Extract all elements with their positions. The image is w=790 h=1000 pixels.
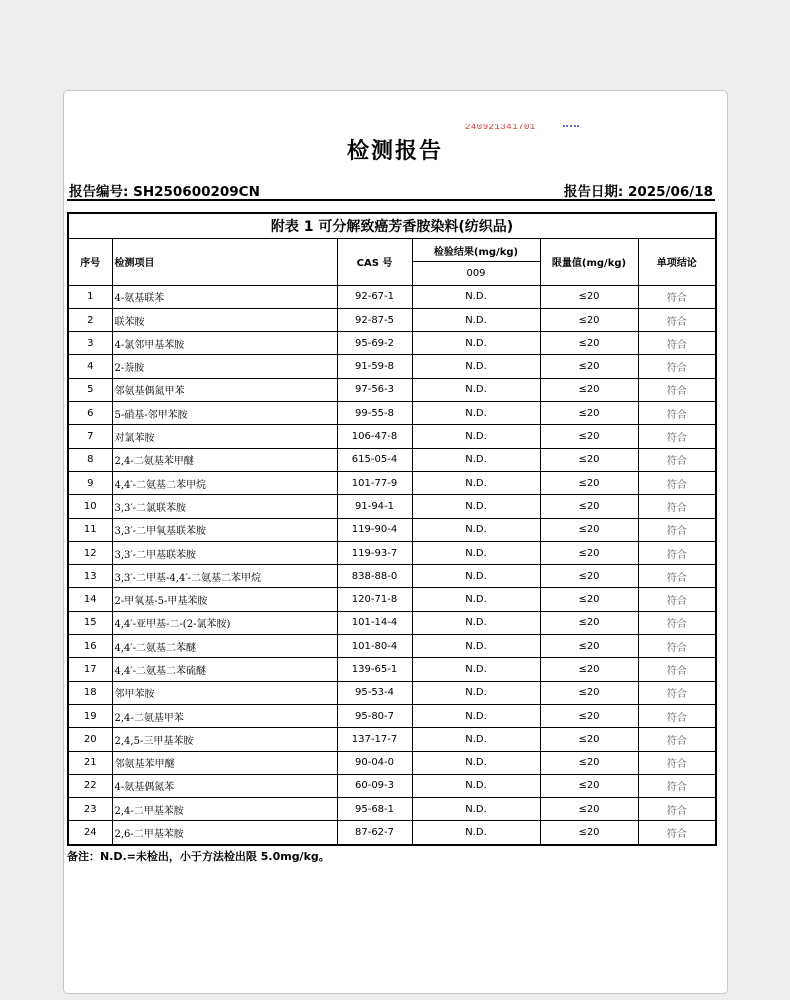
header-seq: 序号 [68, 239, 112, 286]
cell-cas: 101-14-4 [337, 611, 412, 634]
table-row [68, 285, 716, 308]
table-body [68, 285, 716, 845]
cell-seq: 7 [68, 425, 112, 448]
table-row [68, 798, 716, 821]
table-row [68, 728, 716, 751]
cell-result: N.D. [412, 611, 540, 634]
cell-result: N.D. [412, 565, 540, 588]
cell-result: N.D. [412, 471, 540, 494]
cell-cas: 101-80-4 [337, 635, 412, 658]
cell-item: 3,3′-二甲氧基联苯胺 [112, 518, 337, 541]
cell-limit: ≤20 [540, 425, 638, 448]
cell-seq: 5 [68, 378, 112, 401]
cell-cas: 838-88-0 [337, 565, 412, 588]
cell-item: 2,4,5-三甲基苯胺 [112, 728, 337, 751]
cell-result: N.D. [412, 798, 540, 821]
cell-limit: ≤20 [540, 471, 638, 494]
cell-conclusion: 符合 [638, 658, 716, 681]
cell-result: N.D. [412, 308, 540, 331]
cell-conclusion: 符合 [638, 681, 716, 704]
cell-limit: ≤20 [540, 821, 638, 845]
cell-seq: 24 [68, 821, 112, 845]
cell-seq: 4 [68, 355, 112, 378]
cell-conclusion: 符合 [638, 402, 716, 425]
report-number [69, 180, 260, 200]
cell-result: N.D. [412, 495, 540, 518]
cell-item: 3,3′-二甲基联苯胺 [112, 541, 337, 564]
table-row [68, 332, 716, 355]
cell-item: 联苯胺 [112, 308, 337, 331]
cell-conclusion: 符合 [638, 821, 716, 845]
cell-conclusion: 符合 [638, 518, 716, 541]
cell-conclusion: 符合 [638, 425, 716, 448]
cell-conclusion: 符合 [638, 774, 716, 797]
cell-cas: 101-77-9 [337, 471, 412, 494]
cell-seq: 2 [68, 308, 112, 331]
cell-item: 4,4′-二氨基二苯醚 [112, 635, 337, 658]
table-row [68, 425, 716, 448]
cell-conclusion: 符合 [638, 355, 716, 378]
table-row [68, 541, 716, 564]
header-item: 检测项目 [112, 239, 337, 286]
cell-result: N.D. [412, 425, 540, 448]
cell-seq: 18 [68, 681, 112, 704]
cell-item: 2-甲氧基-5-甲基苯胺 [112, 588, 337, 611]
cell-limit: ≤20 [540, 285, 638, 308]
cell-seq: 6 [68, 402, 112, 425]
cell-limit: ≤20 [540, 658, 638, 681]
cell-seq: 17 [68, 658, 112, 681]
cell-limit: ≤20 [540, 798, 638, 821]
results-table [67, 212, 717, 846]
cell-result: N.D. [412, 378, 540, 401]
cell-seq: 21 [68, 751, 112, 774]
cell-seq: 22 [68, 774, 112, 797]
cell-conclusion: 符合 [638, 332, 716, 355]
cell-seq: 12 [68, 541, 112, 564]
header-conclusion: 单项结论 [638, 239, 716, 286]
cell-item: 邻氨基偶氮甲苯 [112, 378, 337, 401]
cell-cas: 97-56-3 [337, 378, 412, 401]
cell-item: 4,4′-二氨基二苯甲烷 [112, 471, 337, 494]
report-date [564, 180, 713, 200]
cell-result: N.D. [412, 518, 540, 541]
cell-cas: 60-09-3 [337, 774, 412, 797]
report-date-value: 2025/06/18 [627, 184, 713, 200]
table-row [68, 402, 716, 425]
table-row [68, 588, 716, 611]
cell-result: N.D. [412, 635, 540, 658]
cell-item: 邻甲苯胺 [112, 681, 337, 704]
cell-cas: 106-47-8 [337, 425, 412, 448]
cell-conclusion: 符合 [638, 635, 716, 658]
cell-limit: ≤20 [540, 565, 638, 588]
cell-item: 3,3′-二氯联苯胺 [112, 495, 337, 518]
cell-cas: 92-87-5 [337, 308, 412, 331]
cell-limit: ≤20 [540, 332, 638, 355]
cell-limit: ≤20 [540, 588, 638, 611]
cell-item: 邻氨基苯甲醚 [112, 751, 337, 774]
cell-cas: 99-55-8 [337, 402, 412, 425]
cell-conclusion: 符合 [638, 285, 716, 308]
cell-item: 2,6-二甲基苯胺 [112, 821, 337, 845]
cell-seq: 14 [68, 588, 112, 611]
cell-conclusion: 符合 [638, 728, 716, 751]
cell-result: N.D. [412, 332, 540, 355]
table-row [68, 704, 716, 727]
cell-cas: 87-62-7 [337, 821, 412, 845]
cell-cas: 119-93-7 [337, 541, 412, 564]
cell-conclusion: 符合 [638, 798, 716, 821]
table-row [68, 821, 716, 845]
cell-limit: ≤20 [540, 308, 638, 331]
cell-item: 4-氨基联苯 [112, 285, 337, 308]
cell-result: N.D. [412, 285, 540, 308]
cell-limit: ≤20 [540, 635, 638, 658]
cell-cas: 91-94-1 [337, 495, 412, 518]
table-row [68, 611, 716, 634]
cell-item: 4,4′-二氨基二苯硫醚 [112, 658, 337, 681]
header-divider [67, 199, 715, 201]
cell-limit: ≤20 [540, 495, 638, 518]
cell-item: 2-萘胺 [112, 355, 337, 378]
header-sample-id: 009 [412, 262, 540, 285]
table-row [68, 471, 716, 494]
cell-result: N.D. [412, 588, 540, 611]
cell-limit: ≤20 [540, 355, 638, 378]
cell-limit: ≤20 [540, 611, 638, 634]
cell-limit: ≤20 [540, 448, 638, 471]
cell-item: 4-氨基偶氮苯 [112, 774, 337, 797]
report-title: 检测报告 [346, 139, 443, 164]
cell-conclusion: 符合 [638, 495, 716, 518]
cell-seq: 1 [68, 285, 112, 308]
cell-conclusion: 符合 [638, 565, 716, 588]
report-number-value: SH250600209CN [133, 184, 260, 200]
cell-result: N.D. [412, 728, 540, 751]
report-date-label: 报告日期: [563, 184, 624, 200]
cell-seq: 9 [68, 471, 112, 494]
cell-conclusion: 符合 [638, 751, 716, 774]
cell-result: N.D. [412, 658, 540, 681]
header-result: 检验结果(mg/kg) [412, 239, 540, 262]
table-row [68, 518, 716, 541]
stamp-dots [563, 125, 579, 129]
cell-seq: 15 [68, 611, 112, 634]
cell-limit: ≤20 [540, 378, 638, 401]
header-cas: CAS 号 [337, 239, 412, 286]
cell-cas: 120-71-8 [337, 588, 412, 611]
cell-seq: 13 [68, 565, 112, 588]
cell-cas: 95-80-7 [337, 704, 412, 727]
cell-limit: ≤20 [540, 402, 638, 425]
cell-conclusion: 符合 [638, 308, 716, 331]
cell-cas: 95-68-1 [337, 798, 412, 821]
cell-item: 2,4-二氨基甲苯 [112, 704, 337, 727]
cell-conclusion: 符合 [638, 704, 716, 727]
cell-item: 对氯苯胺 [112, 425, 337, 448]
table-row [68, 774, 716, 797]
cell-seq: 19 [68, 704, 112, 727]
cell-limit: ≤20 [540, 728, 638, 751]
table-row [68, 355, 716, 378]
cell-item: 2,4-二氨基苯甲醚 [112, 448, 337, 471]
cell-conclusion: 符合 [638, 541, 716, 564]
cell-seq: 20 [68, 728, 112, 751]
table-row [68, 378, 716, 401]
cell-seq: 16 [68, 635, 112, 658]
cell-seq: 8 [68, 448, 112, 471]
footnote: 备注：N.D.=未检出，小于方法检出限 5.0mg/kg。 [67, 850, 330, 863]
table-caption: 附表 1 可分解致癌芳香胺染料(纺织品) [68, 213, 716, 239]
cell-result: N.D. [412, 681, 540, 704]
table-row [68, 681, 716, 704]
table-row [68, 658, 716, 681]
cell-conclusion: 符合 [638, 448, 716, 471]
cell-cas: 137-17-7 [337, 728, 412, 751]
cell-cas: 95-69-2 [337, 332, 412, 355]
table-row [68, 635, 716, 658]
cell-conclusion: 符合 [638, 471, 716, 494]
cell-seq: 3 [68, 332, 112, 355]
cell-item: 3,3′-二甲基-4,4′-二氨基二苯甲烷 [112, 565, 337, 588]
cell-cas: 92-67-1 [337, 285, 412, 308]
cell-conclusion: 符合 [638, 588, 716, 611]
cell-result: N.D. [412, 448, 540, 471]
cell-conclusion: 符合 [638, 378, 716, 401]
table-row [68, 448, 716, 471]
stamp-number: 240921341701 [465, 124, 536, 131]
cell-seq: 23 [68, 798, 112, 821]
cell-result: N.D. [412, 704, 540, 727]
cell-limit: ≤20 [540, 704, 638, 727]
cell-item: 4-氯邻甲基苯胺 [112, 332, 337, 355]
cell-cas: 90-04-0 [337, 751, 412, 774]
cell-result: N.D. [412, 355, 540, 378]
table-row [68, 565, 716, 588]
cell-result: N.D. [412, 774, 540, 797]
cell-limit: ≤20 [540, 751, 638, 774]
cell-result: N.D. [412, 751, 540, 774]
cell-item: 5-硝基-邻甲苯胺 [112, 402, 337, 425]
table-row [68, 495, 716, 518]
cell-cas: 139-65-1 [337, 658, 412, 681]
cell-cas: 119-90-4 [337, 518, 412, 541]
report-number-label: 报告编号: [69, 184, 129, 200]
cell-result: N.D. [412, 821, 540, 845]
cell-cas: 91-59-8 [337, 355, 412, 378]
cell-limit: ≤20 [540, 518, 638, 541]
cell-conclusion: 符合 [638, 611, 716, 634]
cell-result: N.D. [412, 541, 540, 564]
cell-limit: ≤20 [540, 774, 638, 797]
cell-cas: 615-05-4 [337, 448, 412, 471]
cell-seq: 10 [68, 495, 112, 518]
cell-result: N.D. [412, 402, 540, 425]
cell-seq: 11 [68, 518, 112, 541]
cell-limit: ≤20 [540, 681, 638, 704]
table-row [68, 308, 716, 331]
header-limit: 限量值(mg/kg) [540, 239, 638, 286]
cell-item: 2,4-二甲基苯胺 [112, 798, 337, 821]
cell-item: 4,4′-亚甲基-二-(2-氯苯胺) [112, 611, 337, 634]
table-row [68, 751, 716, 774]
cell-limit: ≤20 [540, 541, 638, 564]
cell-cas: 95-53-4 [337, 681, 412, 704]
